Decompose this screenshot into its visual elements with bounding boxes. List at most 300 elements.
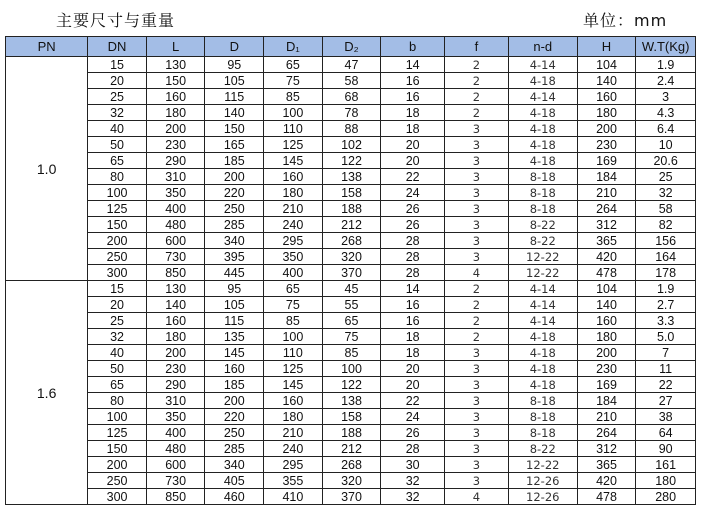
l-cell: 480	[146, 441, 205, 457]
b-cell: 16	[381, 297, 445, 313]
l-cell: 730	[146, 249, 205, 265]
column-header: D₂	[322, 37, 381, 57]
d-cell: 115	[205, 89, 264, 105]
b-cell: 20	[381, 137, 445, 153]
d-cell: 145	[205, 345, 264, 361]
wt-cell: 90	[636, 441, 696, 457]
f-cell: 2	[445, 297, 509, 313]
wt-cell: 3	[636, 89, 696, 105]
table-row	[6, 153, 696, 169]
d-cell: 220	[205, 185, 264, 201]
wt-cell: 27	[636, 393, 696, 409]
nd-cell: 8-18	[508, 425, 577, 441]
l-cell: 180	[146, 329, 205, 345]
f-cell: 2	[445, 57, 509, 73]
h-cell: 230	[577, 361, 636, 377]
h-cell: 365	[577, 233, 636, 249]
h-cell: 210	[577, 409, 636, 425]
dn-cell: 65	[88, 377, 147, 393]
b-cell: 24	[381, 409, 445, 425]
d1-cell: 295	[264, 233, 323, 249]
b-cell: 16	[381, 89, 445, 105]
nd-cell: 8-18	[508, 409, 577, 425]
h-cell: 160	[577, 89, 636, 105]
nd-cell: 8-22	[508, 217, 577, 233]
l-cell: 200	[146, 345, 205, 361]
b-cell: 20	[381, 361, 445, 377]
dn-cell: 50	[88, 361, 147, 377]
d1-cell: 85	[264, 313, 323, 329]
f-cell: 2	[445, 329, 509, 345]
h-cell: 184	[577, 393, 636, 409]
b-cell: 18	[381, 121, 445, 137]
l-cell: 290	[146, 153, 205, 169]
d-cell: 150	[205, 121, 264, 137]
d2-cell: 65	[322, 313, 381, 329]
l-cell: 400	[146, 201, 205, 217]
column-header: L	[146, 37, 205, 57]
dn-cell: 125	[88, 201, 147, 217]
dn-cell: 65	[88, 153, 147, 169]
b-cell: 26	[381, 201, 445, 217]
f-cell: 3	[445, 121, 509, 137]
l-cell: 850	[146, 265, 205, 281]
nd-cell: 8-18	[508, 393, 577, 409]
nd-cell: 12-26	[508, 473, 577, 489]
b-cell: 26	[381, 425, 445, 441]
table-row	[6, 409, 696, 425]
nd-cell: 4-18	[508, 329, 577, 345]
h-cell: 104	[577, 57, 636, 73]
dn-cell: 80	[88, 169, 147, 185]
column-header: H	[577, 37, 636, 57]
wt-cell: 180	[636, 473, 696, 489]
d-cell: 135	[205, 329, 264, 345]
d1-cell: 145	[264, 153, 323, 169]
dn-cell: 80	[88, 393, 147, 409]
nd-cell: 12-22	[508, 457, 577, 473]
d1-cell: 410	[264, 489, 323, 505]
b-cell: 32	[381, 473, 445, 489]
nd-cell: 4-18	[508, 361, 577, 377]
d2-cell: 85	[322, 345, 381, 361]
d1-cell: 210	[264, 425, 323, 441]
f-cell: 4	[445, 489, 509, 505]
dn-cell: 40	[88, 345, 147, 361]
table-row	[6, 57, 696, 73]
table-row	[6, 105, 696, 121]
d2-cell: 268	[322, 233, 381, 249]
dn-cell: 200	[88, 457, 147, 473]
f-cell: 3	[445, 169, 509, 185]
d2-cell: 68	[322, 89, 381, 105]
nd-cell: 4-14	[508, 89, 577, 105]
table-row	[6, 489, 696, 505]
d2-cell: 212	[322, 441, 381, 457]
table-row	[6, 169, 696, 185]
nd-cell: 12-26	[508, 489, 577, 505]
l-cell: 310	[146, 169, 205, 185]
h-cell: 365	[577, 457, 636, 473]
h-cell: 184	[577, 169, 636, 185]
f-cell: 3	[445, 473, 509, 489]
d2-cell: 78	[322, 105, 381, 121]
d1-cell: 295	[264, 457, 323, 473]
d-cell: 250	[205, 201, 264, 217]
d-cell: 105	[205, 73, 264, 89]
d-cell: 140	[205, 105, 264, 121]
d-cell: 95	[205, 57, 264, 73]
h-cell: 420	[577, 473, 636, 489]
h-cell: 478	[577, 265, 636, 281]
unit-label: 单位：mm	[583, 11, 668, 30]
wt-cell: 64	[636, 425, 696, 441]
f-cell: 3	[445, 153, 509, 169]
d-cell: 160	[205, 361, 264, 377]
d2-cell: 75	[322, 329, 381, 345]
h-cell: 104	[577, 281, 636, 297]
h-cell: 478	[577, 489, 636, 505]
h-cell: 169	[577, 153, 636, 169]
b-cell: 28	[381, 265, 445, 281]
nd-cell: 8-18	[508, 169, 577, 185]
b-cell: 18	[381, 105, 445, 121]
b-cell: 22	[381, 393, 445, 409]
l-cell: 600	[146, 457, 205, 473]
table-row	[6, 249, 696, 265]
nd-cell: 4-18	[508, 137, 577, 153]
d2-cell: 100	[322, 361, 381, 377]
d-cell: 220	[205, 409, 264, 425]
table-row	[6, 377, 696, 393]
d-cell: 340	[205, 457, 264, 473]
wt-cell: 156	[636, 233, 696, 249]
dimensions-table	[5, 36, 696, 505]
h-cell: 180	[577, 329, 636, 345]
d1-cell: 65	[264, 57, 323, 73]
column-header: b	[381, 37, 445, 57]
l-cell: 160	[146, 313, 205, 329]
d1-cell: 240	[264, 217, 323, 233]
d2-cell: 138	[322, 393, 381, 409]
table-row	[6, 281, 696, 297]
b-cell: 14	[381, 57, 445, 73]
l-cell: 290	[146, 377, 205, 393]
l-cell: 850	[146, 489, 205, 505]
wt-cell: 11	[636, 361, 696, 377]
column-header: D	[205, 37, 264, 57]
b-cell: 20	[381, 377, 445, 393]
column-header: n-d	[508, 37, 577, 57]
wt-cell: 2.7	[636, 297, 696, 313]
b-cell: 28	[381, 233, 445, 249]
b-cell: 28	[381, 249, 445, 265]
d-cell: 200	[205, 393, 264, 409]
wt-cell: 161	[636, 457, 696, 473]
l-cell: 600	[146, 233, 205, 249]
wt-cell: 280	[636, 489, 696, 505]
nd-cell: 4-18	[508, 153, 577, 169]
header-row	[6, 37, 696, 57]
d-cell: 165	[205, 137, 264, 153]
table-row	[6, 121, 696, 137]
d2-cell: 158	[322, 185, 381, 201]
l-cell: 400	[146, 425, 205, 441]
d-cell: 185	[205, 153, 264, 169]
wt-cell: 32	[636, 185, 696, 201]
d2-cell: 370	[322, 489, 381, 505]
column-header: DN	[88, 37, 147, 57]
l-cell: 130	[146, 57, 205, 73]
nd-cell: 4-18	[508, 73, 577, 89]
f-cell: 3	[445, 201, 509, 217]
d-cell: 95	[205, 281, 264, 297]
d1-cell: 160	[264, 169, 323, 185]
wt-cell: 20.6	[636, 153, 696, 169]
wt-cell: 3.3	[636, 313, 696, 329]
f-cell: 3	[445, 377, 509, 393]
wt-cell: 1.9	[636, 281, 696, 297]
dn-cell: 125	[88, 425, 147, 441]
table-row	[6, 73, 696, 89]
f-cell: 3	[445, 409, 509, 425]
d1-cell: 400	[264, 265, 323, 281]
h-cell: 200	[577, 121, 636, 137]
d2-cell: 370	[322, 265, 381, 281]
wt-cell: 25	[636, 169, 696, 185]
table-row	[6, 441, 696, 457]
f-cell: 3	[445, 185, 509, 201]
table-row	[6, 425, 696, 441]
d2-cell: 55	[322, 297, 381, 313]
wt-cell: 178	[636, 265, 696, 281]
dn-cell: 300	[88, 489, 147, 505]
d1-cell: 110	[264, 345, 323, 361]
d1-cell: 145	[264, 377, 323, 393]
f-cell: 3	[445, 393, 509, 409]
wt-cell: 22	[636, 377, 696, 393]
column-header: D₁	[264, 37, 323, 57]
l-cell: 140	[146, 297, 205, 313]
d-cell: 105	[205, 297, 264, 313]
d2-cell: 122	[322, 153, 381, 169]
nd-cell: 4-18	[508, 345, 577, 361]
table-row	[6, 361, 696, 377]
b-cell: 18	[381, 345, 445, 361]
l-cell: 150	[146, 73, 205, 89]
d1-cell: 125	[264, 361, 323, 377]
d-cell: 285	[205, 441, 264, 457]
pn-cell: 1.6	[6, 281, 88, 505]
d2-cell: 88	[322, 121, 381, 137]
f-cell: 3	[445, 425, 509, 441]
d1-cell: 180	[264, 409, 323, 425]
d-cell: 405	[205, 473, 264, 489]
d-cell: 185	[205, 377, 264, 393]
d1-cell: 180	[264, 185, 323, 201]
b-cell: 32	[381, 489, 445, 505]
dn-cell: 20	[88, 73, 147, 89]
dn-cell: 200	[88, 233, 147, 249]
nd-cell: 12-22	[508, 249, 577, 265]
wt-cell: 2.4	[636, 73, 696, 89]
d-cell: 115	[205, 313, 264, 329]
h-cell: 180	[577, 105, 636, 121]
h-cell: 140	[577, 73, 636, 89]
l-cell: 160	[146, 89, 205, 105]
f-cell: 2	[445, 89, 509, 105]
dn-cell: 15	[88, 57, 147, 73]
d1-cell: 110	[264, 121, 323, 137]
pn-cell: 1.0	[6, 57, 88, 281]
l-cell: 350	[146, 185, 205, 201]
h-cell: 140	[577, 297, 636, 313]
d-cell: 445	[205, 265, 264, 281]
l-cell: 730	[146, 473, 205, 489]
d-cell: 460	[205, 489, 264, 505]
nd-cell: 4-14	[508, 297, 577, 313]
d-cell: 200	[205, 169, 264, 185]
nd-cell: 8-18	[508, 201, 577, 217]
h-cell: 200	[577, 345, 636, 361]
nd-cell: 4-14	[508, 281, 577, 297]
dn-cell: 32	[88, 105, 147, 121]
f-cell: 3	[445, 457, 509, 473]
d1-cell: 100	[264, 105, 323, 121]
d2-cell: 58	[322, 73, 381, 89]
d1-cell: 355	[264, 473, 323, 489]
d1-cell: 210	[264, 201, 323, 217]
d2-cell: 158	[322, 409, 381, 425]
h-cell: 230	[577, 137, 636, 153]
column-header: PN	[6, 37, 88, 57]
nd-cell: 4-18	[508, 121, 577, 137]
table-row	[6, 457, 696, 473]
b-cell: 18	[381, 329, 445, 345]
table-row	[6, 345, 696, 361]
nd-cell: 4-18	[508, 105, 577, 121]
d2-cell: 122	[322, 377, 381, 393]
dn-cell: 250	[88, 473, 147, 489]
d-cell: 395	[205, 249, 264, 265]
d1-cell: 75	[264, 73, 323, 89]
d2-cell: 138	[322, 169, 381, 185]
l-cell: 350	[146, 409, 205, 425]
d1-cell: 85	[264, 89, 323, 105]
wt-cell: 5.0	[636, 329, 696, 345]
column-header: f	[445, 37, 509, 57]
f-cell: 3	[445, 249, 509, 265]
table-row	[6, 313, 696, 329]
table-row	[6, 329, 696, 345]
dn-cell: 100	[88, 409, 147, 425]
nd-cell: 8-18	[508, 185, 577, 201]
h-cell: 312	[577, 217, 636, 233]
l-cell: 200	[146, 121, 205, 137]
f-cell: 3	[445, 217, 509, 233]
nd-cell: 8-22	[508, 233, 577, 249]
table-row	[6, 185, 696, 201]
d2-cell: 188	[322, 425, 381, 441]
wt-cell: 38	[636, 409, 696, 425]
nd-cell: 12-22	[508, 265, 577, 281]
dn-cell: 150	[88, 441, 147, 457]
b-cell: 14	[381, 281, 445, 297]
h-cell: 312	[577, 441, 636, 457]
d2-cell: 212	[322, 217, 381, 233]
wt-cell: 10	[636, 137, 696, 153]
h-cell: 169	[577, 377, 636, 393]
f-cell: 3	[445, 345, 509, 361]
dn-cell: 150	[88, 217, 147, 233]
d2-cell: 47	[322, 57, 381, 73]
d1-cell: 65	[264, 281, 323, 297]
wt-cell: 1.9	[636, 57, 696, 73]
table-row	[6, 89, 696, 105]
d2-cell: 102	[322, 137, 381, 153]
b-cell: 16	[381, 73, 445, 89]
d1-cell: 350	[264, 249, 323, 265]
l-cell: 480	[146, 217, 205, 233]
l-cell: 310	[146, 393, 205, 409]
f-cell: 4	[445, 265, 509, 281]
f-cell: 2	[445, 105, 509, 121]
table-row	[6, 297, 696, 313]
h-cell: 264	[577, 201, 636, 217]
table-title: 主要尺寸与重量	[56, 11, 176, 30]
l-cell: 180	[146, 105, 205, 121]
d-cell: 285	[205, 217, 264, 233]
d1-cell: 100	[264, 329, 323, 345]
dn-cell: 250	[88, 249, 147, 265]
b-cell: 26	[381, 217, 445, 233]
table-row	[6, 393, 696, 409]
wt-cell: 164	[636, 249, 696, 265]
dn-cell: 25	[88, 313, 147, 329]
d-cell: 340	[205, 233, 264, 249]
b-cell: 20	[381, 153, 445, 169]
d2-cell: 320	[322, 249, 381, 265]
wt-cell: 58	[636, 201, 696, 217]
table-row	[6, 217, 696, 233]
dn-cell: 32	[88, 329, 147, 345]
f-cell: 3	[445, 441, 509, 457]
nd-cell: 4-18	[508, 377, 577, 393]
column-header: W.T(Kg)	[636, 37, 696, 57]
d2-cell: 320	[322, 473, 381, 489]
d-cell: 250	[205, 425, 264, 441]
b-cell: 22	[381, 169, 445, 185]
table-row	[6, 233, 696, 249]
d1-cell: 75	[264, 297, 323, 313]
b-cell: 24	[381, 185, 445, 201]
d1-cell: 160	[264, 393, 323, 409]
h-cell: 420	[577, 249, 636, 265]
f-cell: 3	[445, 137, 509, 153]
nd-cell: 4-14	[508, 313, 577, 329]
wt-cell: 6.4	[636, 121, 696, 137]
d1-cell: 125	[264, 137, 323, 153]
d2-cell: 188	[322, 201, 381, 217]
table-row	[6, 137, 696, 153]
f-cell: 2	[445, 73, 509, 89]
dn-cell: 15	[88, 281, 147, 297]
wt-cell: 4.3	[636, 105, 696, 121]
dn-cell: 50	[88, 137, 147, 153]
dn-cell: 25	[88, 89, 147, 105]
h-cell: 210	[577, 185, 636, 201]
d1-cell: 240	[264, 441, 323, 457]
